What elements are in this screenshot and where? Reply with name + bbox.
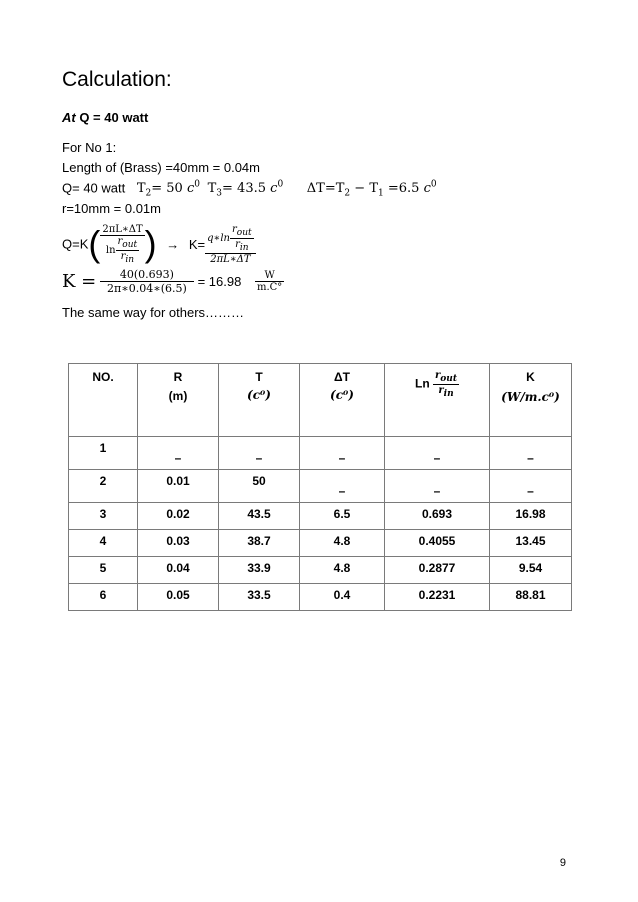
- case-heading: [62, 110, 148, 125]
- formula-k2-fraction: [100, 268, 194, 295]
- header-ln: Ln $\frac{r_{out}}{r_{in}}$: [385, 364, 490, 437]
- cell-no: 5: [69, 557, 138, 584]
- page-title: Calculation:: [62, 68, 172, 91]
- header-k: K (W/m.c⁰): [490, 364, 572, 437]
- formula-k-fraction: [205, 224, 255, 265]
- paren-right: ): [144, 223, 157, 264]
- formula-q-denominator: ln $\frac{r_{out}}{r_{in}}$: [105, 235, 138, 265]
- cell-t: 33.5: [219, 584, 300, 611]
- header-delta-t: ΔT (c⁰): [300, 364, 385, 437]
- cell-no: 6: [69, 584, 138, 611]
- cell-no: 3: [69, 503, 138, 530]
- cell-r: 0.05: [138, 584, 219, 611]
- cell-k: –: [490, 437, 572, 470]
- formula-k-result: [62, 268, 284, 295]
- t2-value: $T_2= 50$ $c^0$: [136, 180, 200, 199]
- table-row: [69, 557, 572, 584]
- results-table: [68, 363, 572, 611]
- header-no: NO.: [69, 364, 138, 437]
- cell-k: 88.81: [490, 584, 572, 611]
- cell-k: 9.54: [490, 557, 572, 584]
- formula-q-k: [62, 223, 256, 267]
- radius-line: r=10mm = 0.01m: [62, 201, 161, 216]
- cell-t: –: [219, 437, 300, 470]
- cell-delta-t: –: [300, 437, 385, 470]
- page-number: 9: [559, 857, 566, 869]
- formula-k2-numerator: 40(0.693): [100, 268, 194, 282]
- formula-k-numerator: q∗ln $\frac{r_{out}}{r_{in}}$: [205, 224, 255, 254]
- cell-ln: –: [385, 437, 490, 470]
- same-way-line: The same way for others………: [62, 305, 245, 320]
- for-no1-line: For No 1:: [62, 140, 117, 155]
- length-line: Length of (Brass) =40mm = 0.04m: [62, 160, 260, 175]
- table-row: [69, 584, 572, 611]
- cell-r: 0.02: [138, 503, 219, 530]
- formula-q-fraction: [100, 224, 144, 265]
- cell-delta-t: 0.4: [300, 584, 385, 611]
- cell-delta-t: 4.8: [300, 530, 385, 557]
- paren-left: (: [88, 223, 101, 264]
- cell-no: 1: [69, 437, 138, 470]
- cell-no: 2: [69, 470, 138, 503]
- table-row: [69, 437, 572, 470]
- formula-k-lhs: K=: [188, 236, 206, 252]
- cell-t: 43.5: [219, 503, 300, 530]
- cell-delta-t: –: [300, 470, 385, 503]
- formula-k2-result: = 16.98: [197, 274, 242, 289]
- cell-delta-t: 4.8: [300, 557, 385, 584]
- formula-q-numerator: 2πL∗ΔT: [102, 223, 143, 235]
- table-header-row: [69, 364, 572, 437]
- cell-delta-t: 6.5: [300, 503, 385, 530]
- delta-t-value: $\Delta T=T_2 - T_1 =6.5$ $c^0$: [306, 180, 437, 199]
- t3-value: $T_3= 43.5$ $c^0$: [207, 180, 284, 199]
- header-t: T (c⁰): [219, 364, 300, 437]
- cell-no: 4: [69, 530, 138, 557]
- values-line: [62, 180, 437, 199]
- case-at: At: [62, 110, 76, 125]
- cell-ln: 0.693: [385, 503, 490, 530]
- unit-denominator: m.C°: [256, 282, 283, 293]
- table-row: [69, 530, 572, 557]
- cell-ln: 0.2231: [385, 584, 490, 611]
- cell-r: –: [138, 437, 219, 470]
- table-row: [69, 470, 572, 503]
- formula-k2-lhs: K =: [62, 271, 97, 292]
- cell-r: 0.01: [138, 470, 219, 503]
- cell-t: 38.7: [219, 530, 300, 557]
- cell-k: –: [490, 470, 572, 503]
- formula-k-denominator: 2πL∗ΔT: [210, 253, 251, 265]
- arrow-icon: →: [166, 236, 180, 252]
- table-row: [69, 503, 572, 530]
- cell-k: 13.45: [490, 530, 572, 557]
- formula-q-lhs: Q=K: [62, 236, 89, 252]
- cell-k: 16.98: [490, 503, 572, 530]
- case-rest: Q = 40 watt: [75, 110, 149, 125]
- formula-k2-denominator: 2π∗0.04∗(6.5): [107, 282, 187, 295]
- header-r: R (m): [138, 364, 219, 437]
- cell-ln: 0.2877: [385, 557, 490, 584]
- cell-ln: 0.4055: [385, 530, 490, 557]
- cell-r: 0.04: [138, 557, 219, 584]
- unit-numerator: W: [255, 270, 284, 282]
- q-value: Q= 40 watt: [62, 180, 126, 196]
- cell-r: 0.03: [138, 530, 219, 557]
- formula-k2-unit: [255, 270, 284, 293]
- cell-t: 50: [219, 470, 300, 503]
- cell-t: 33.9: [219, 557, 300, 584]
- cell-ln: –: [385, 470, 490, 503]
